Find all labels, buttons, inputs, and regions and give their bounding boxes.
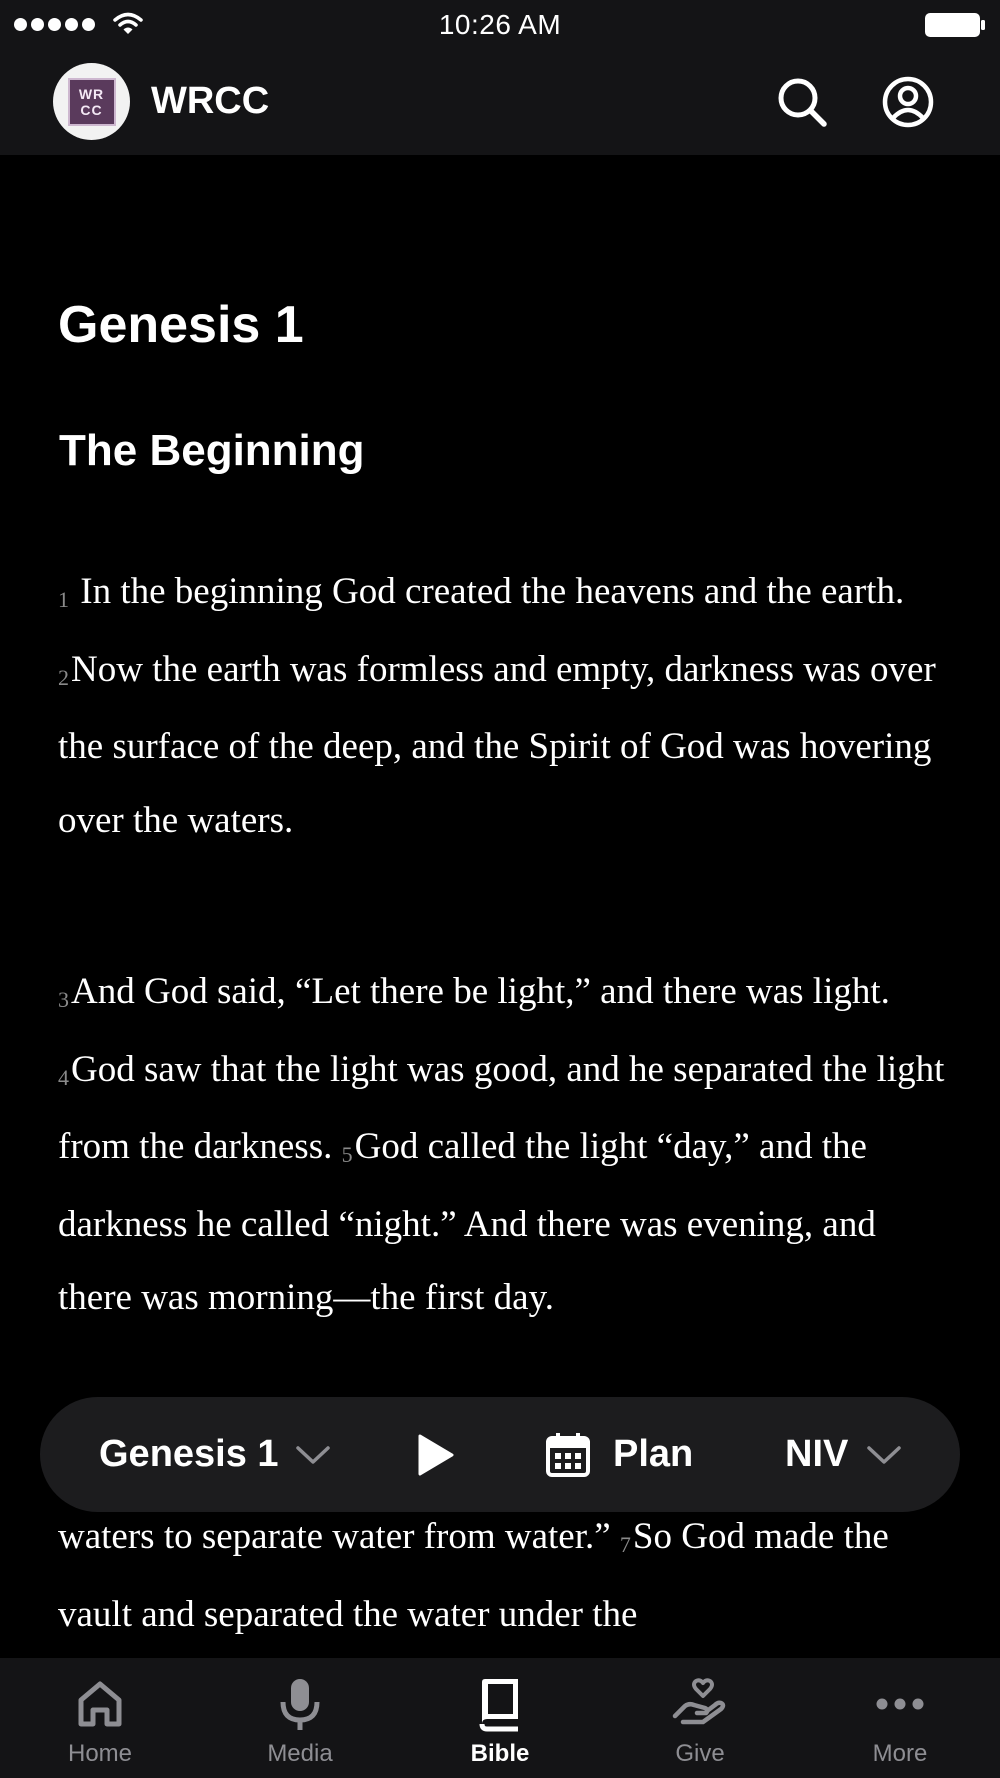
tab-label: Home	[67, 1740, 133, 1767]
app-header	[0, 50, 1000, 155]
search-icon[interactable]	[775, 75, 829, 129]
calendar-icon	[545, 1432, 591, 1478]
play-audio-button[interactable]	[415, 1397, 455, 1512]
tab-label: More	[872, 1740, 928, 1767]
tab-give[interactable]	[600, 1658, 800, 1778]
tab-label: Give	[675, 1740, 725, 1767]
verse-text[interactable]: And God said, “Let there be light,” and there was light.	[71, 971, 890, 1012]
verse-number: 5	[341, 1142, 353, 1167]
giving-hand-heart-icon	[672, 1676, 728, 1732]
status-time: 10:26 AM	[438, 9, 562, 40]
section-heading: The Beginning	[59, 426, 365, 475]
verse-number: 3	[58, 987, 69, 1012]
tab-more[interactable]	[800, 1658, 1000, 1778]
logo-mark	[68, 78, 116, 126]
verse-text[interactable]: So God made the vault and separated the water under the	[58, 1516, 889, 1635]
profile-icon[interactable]	[881, 75, 935, 129]
verse-text[interactable]: waters to separate water from water.”	[58, 1516, 611, 1557]
chapter-selector-label: Genesis 1	[99, 1433, 279, 1475]
verse-number: 2	[58, 664, 69, 690]
passage-paragraph	[58, 1500, 948, 1651]
status-bar	[0, 0, 1000, 50]
battery-icon	[924, 12, 986, 38]
tab-bar	[0, 1658, 1000, 1778]
verse-text[interactable]: Now the earth was formless and empty, darkness was over the surface of the deep, and the Spirit of God was hovering over the waters.	[58, 648, 936, 841]
verse-number: 4	[58, 1064, 69, 1090]
tab-bible[interactable]	[400, 1658, 600, 1778]
verse-text[interactable]: God saw that the light was good, and he separated the light from the darkness.	[58, 1048, 945, 1167]
church-logo[interactable]	[53, 63, 130, 140]
verse-text[interactable]: God called the light “day,” and the darkness he called “night.” And there was evening, and there was morning—the first day.	[58, 1126, 876, 1318]
logo-text-top: WR	[78, 85, 105, 102]
logo-text-bottom: CC	[80, 101, 103, 118]
passage-paragraph	[58, 955, 948, 1335]
verse-number: 1	[58, 587, 69, 612]
version-label: NIV	[785, 1433, 849, 1475]
tab-label: Media	[267, 1740, 333, 1767]
chevron-down-icon	[293, 1443, 333, 1467]
app-title: WRCC	[151, 80, 270, 122]
home-icon	[74, 1678, 126, 1730]
tab-label: Bible	[470, 1740, 530, 1767]
play-icon	[415, 1433, 455, 1477]
more-dots-icon	[874, 1694, 926, 1714]
verse-number: 7	[619, 1532, 631, 1557]
tab-media[interactable]	[200, 1658, 400, 1778]
verse-text[interactable]: In the beginning God created the heavens and the earth.	[80, 571, 905, 612]
microphone-icon	[274, 1676, 326, 1732]
reader-toolbar	[40, 1397, 960, 1512]
version-selector[interactable]	[785, 1397, 904, 1512]
chapter-selector[interactable]	[99, 1397, 333, 1512]
plan-label: Plan	[613, 1433, 694, 1475]
tab-home[interactable]	[0, 1658, 200, 1778]
passage-paragraph	[58, 555, 948, 857]
chapter-title: Genesis 1	[58, 296, 304, 354]
chevron-down-icon	[864, 1443, 904, 1467]
book-icon	[474, 1676, 526, 1732]
reading-plan-button[interactable]	[545, 1397, 693, 1512]
